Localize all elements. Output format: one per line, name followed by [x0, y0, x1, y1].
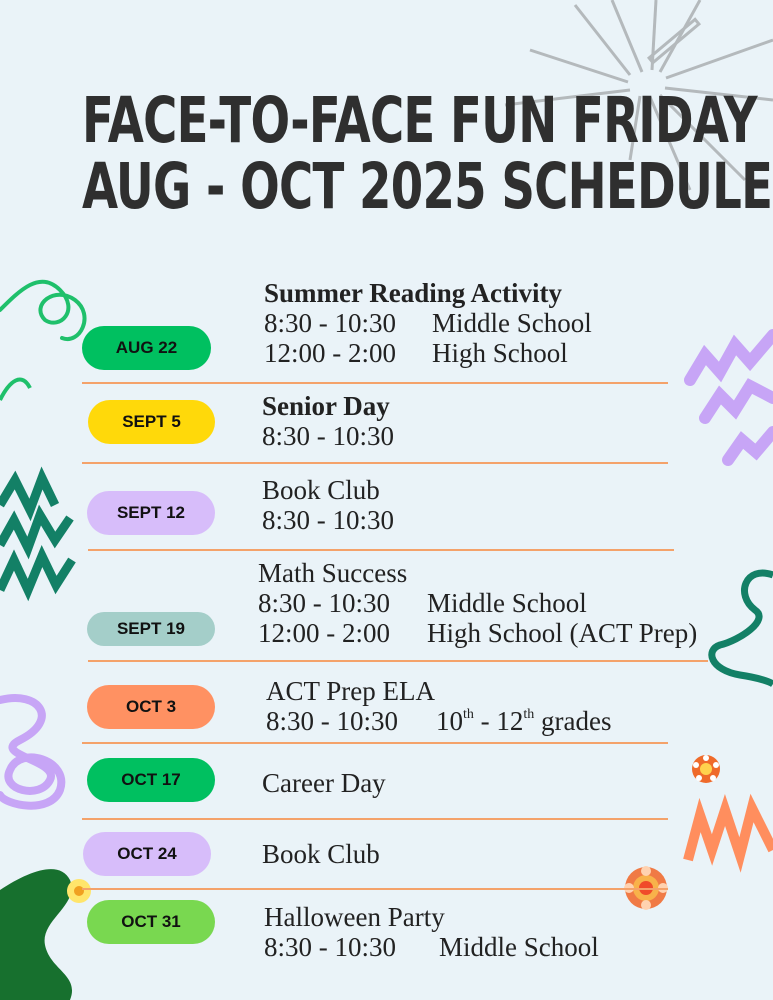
event-oct-24 — [262, 839, 380, 869]
event-aug-22 — [264, 278, 592, 368]
title-line-1: FACE-TO-FACE FUN FRIDAY — [82, 84, 757, 157]
title-line-2: AUG - OCT 2025 SCHEDULE — [82, 150, 773, 223]
grade-end: 12 — [496, 706, 524, 736]
date-pill-oct-31: OCT 31 — [87, 900, 215, 944]
green-loop-squiggle — [0, 282, 85, 339]
event-oct-31 — [264, 902, 599, 962]
event-time: 8:30 - 10:30 — [264, 308, 396, 338]
event-oct-17 — [262, 768, 386, 798]
grade-end-suffix: th — [523, 707, 535, 722]
yellow-flower-icon — [67, 879, 91, 903]
event-title: Career Day — [262, 768, 386, 798]
date-pill-aug-22: AUG 22 — [82, 326, 211, 370]
date-pill-sept-12: SEPT 12 — [87, 491, 215, 535]
page-title — [82, 84, 773, 223]
event-sept-12 — [262, 475, 394, 535]
event-time: 8:30 - 10:30 — [258, 588, 390, 618]
event-time: 8:30 - 10:30 — [262, 505, 394, 535]
teal-curve — [712, 573, 773, 684]
grade-start-suffix: th — [463, 707, 474, 722]
grade-tail: grades — [534, 706, 612, 736]
grade-start: 10 — [436, 706, 463, 736]
orange-zigzag — [688, 808, 773, 860]
event-grades — [436, 706, 612, 736]
event-group: Middle School — [427, 588, 587, 618]
orange-flower-icon — [692, 755, 720, 783]
event-title: Book Club — [262, 475, 380, 505]
divider — [82, 888, 668, 890]
date-pill-oct-24: OCT 24 — [83, 832, 211, 876]
divider — [82, 818, 668, 820]
divider — [82, 462, 668, 464]
event-title: Senior Day — [262, 391, 390, 421]
event-time: 8:30 - 10:30 — [266, 706, 398, 736]
date-pill-oct-3: OCT 3 — [87, 685, 215, 729]
event-time: 8:30 - 10:30 — [262, 421, 394, 451]
date-pill-oct-17: OCT 17 — [87, 758, 215, 802]
date-pill-sept-5: SEPT 5 — [88, 400, 215, 444]
event-group: High School (ACT Prep) — [427, 618, 698, 648]
divider — [82, 742, 668, 744]
event-time: 12:00 - 2:00 — [264, 338, 396, 368]
event-sept-5 — [262, 391, 394, 451]
event-title: ACT Prep ELA — [266, 676, 435, 706]
event-time: 8:30 - 10:30 — [264, 932, 396, 962]
event-sept-19 — [258, 558, 697, 648]
purple-zigzag — [690, 335, 773, 460]
divider — [82, 382, 668, 384]
event-group: High School — [432, 338, 568, 368]
divider — [88, 549, 674, 551]
event-time: 12:00 - 2:00 — [258, 618, 390, 648]
grade-separator: - — [473, 706, 497, 736]
event-title: Summer Reading Activity — [264, 278, 562, 308]
divider — [88, 660, 708, 662]
event-title: Book Club — [262, 839, 380, 869]
green-blob — [0, 869, 72, 1000]
date-pill-sept-19: SEPT 19 — [87, 612, 215, 646]
teal-zigzag — [0, 478, 72, 590]
event-group: Middle School — [439, 932, 599, 962]
event-oct-3 — [266, 676, 612, 736]
event-title: Halloween Party — [264, 902, 445, 932]
event-group: Middle School — [432, 308, 592, 338]
purple-scribble — [0, 698, 61, 806]
event-title: Math Success — [258, 558, 408, 588]
